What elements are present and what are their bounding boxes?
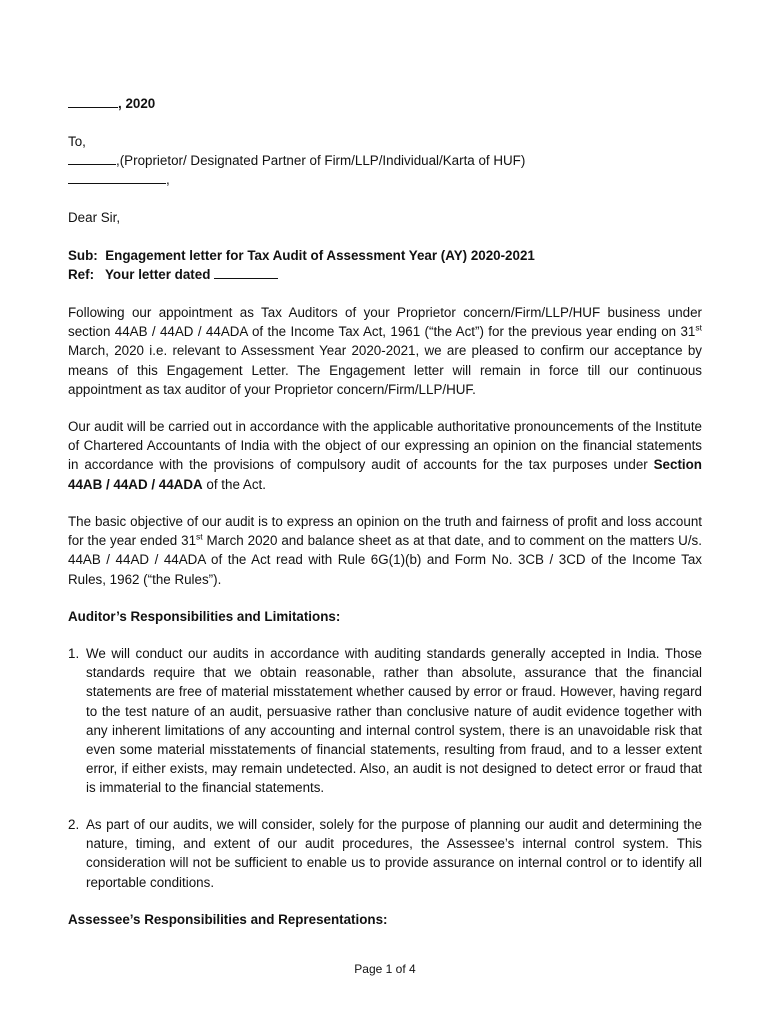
addressee-blank[interactable] xyxy=(68,151,116,165)
ref-date-blank[interactable] xyxy=(214,265,278,279)
page-number: Page 1 of 4 xyxy=(354,962,416,976)
salutation: Dear Sir, xyxy=(68,210,121,225)
heading-assessee-responsibilities: Assessee’s Responsibilities and Representations: xyxy=(68,912,388,927)
reference-line: Ref: Your letter dated xyxy=(68,265,702,284)
paragraph-appointment: Following our appointment as Tax Auditors of your Proprietor concern/Firm/LLP/HUF business under section 44AB / 44AD / 44ADA of the Income Tax Act, 1961 (“the Act”) for the previous year ending on 31st March, 2020 i.e. relevant to Assessment Year 2020-2021, we are pleased to confirm our acceptance by means of this Engagement Letter. The Engagement letter will remain in force till our continuous appointment as tax auditor of your Proprietor concern/Firm/LLP/HUF. xyxy=(68,305,702,397)
date-line: , 2020 xyxy=(68,94,702,113)
addressee-line: ,(Proprietor/ Designated Partner of Firm/LLP/Individual/Karta of HUF) xyxy=(68,151,702,170)
list-item: 2. As part of our audits, we will consider, solely for the purpose of planning our audit and determining the nature, timing, and extent of our audit procedures, the Assessee’s internal control system. This consideration will not be sufficient to enable us to provide assurance on internal control or to identify all reportable conditions. xyxy=(68,817,702,890)
list-item: 1. We will conduct our audits in accordance with auditing standards generally accepted in India. Those standards require that we obtain reasonable, rather than absolute, assurance that the financial statements are free of material misstatement whether caused by error or fraud. However, having regard to the test nature of an audit, persuasive rather than conclusive nature of audit evidence together with any inherent limitations of any accounting and internal control system, there is an unavoidable risk that even some material misstatements of financial statements, resulting from fraud, and to a lesser extent error, if either exists, may remain undetected. Also, an audit is not designed to detect error or fraud that is immaterial to the financial statements. xyxy=(68,646,702,796)
to-label: To, xyxy=(68,134,86,149)
heading-auditor-responsibilities: Auditor’s Responsibilities and Limitations: xyxy=(68,609,341,624)
paragraph-objective: The basic objective of our audit is to express an opinion on the truth and fairness of profit and loss account for the year ended 31st March 2020 and balance sheet as at that date, and to comment on the matters U/s. 44AB / 44AD / 44ADA of the Act read with Rule 6G(1)(b) and Form No. 3CB / 3CD of the Income Tax Rules, 1962 (“the Rules”). xyxy=(68,514,702,587)
address-line: , xyxy=(68,170,702,189)
subject-line: Sub: Engagement letter for Tax Audit of Assessment Year (AY) 2020-2021 xyxy=(68,248,535,263)
paragraph-audit-scope: Our audit will be carried out in accordance with the applicable authoritative pronouncements of the Institute of Chartered Accountants of India with the object of our expressing an opinion on the financial statements in accordance with the provisions of compulsory audit of accounts for the tax purposes under Section 44AB / 44AD / 44ADA of the Act. xyxy=(68,419,702,492)
address-blank[interactable] xyxy=(68,170,166,184)
date-blank[interactable] xyxy=(68,94,118,108)
subject-text: Engagement letter for Tax Audit of Assessment Year (AY) 2020-2021 xyxy=(105,248,535,263)
